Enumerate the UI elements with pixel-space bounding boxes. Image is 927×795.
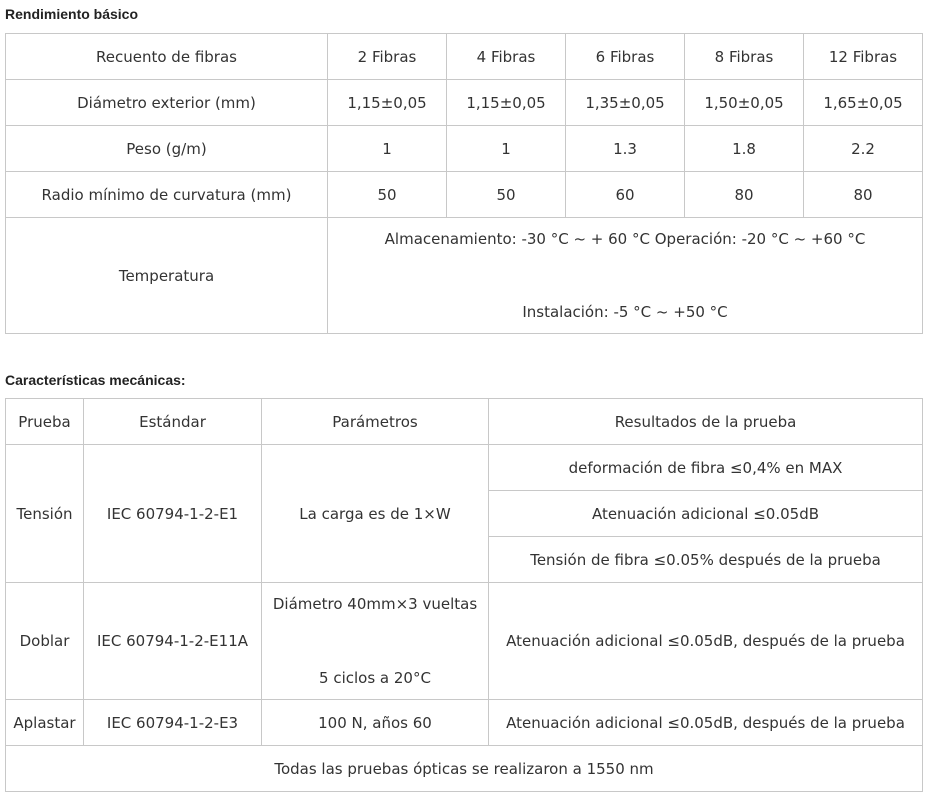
- mechanical-characteristics-title: Características mecánicas:: [5, 372, 186, 388]
- temperature-installation: Instalación: -5 °C ~ +50 °C: [522, 303, 728, 321]
- table-cell: 60: [566, 172, 685, 218]
- mechanical-characteristics-table: [5, 398, 923, 792]
- table-row: [6, 172, 923, 218]
- header-cell: 12 Fibras: [804, 34, 923, 80]
- table-cell: 50: [447, 172, 566, 218]
- table-cell: 80: [804, 172, 923, 218]
- table-row: [6, 445, 923, 491]
- row-label: Diámetro exterior (mm): [6, 80, 328, 126]
- test-name: Tensión: [6, 445, 84, 583]
- table-row: [6, 80, 923, 126]
- test-name: Doblar: [6, 583, 84, 700]
- temperature-storage-operation: Almacenamiento: -30 °C ~ + 60 °C Operación: -20 °C ~ +60 °C: [384, 230, 866, 248]
- temperature-values: [328, 218, 923, 334]
- table-cell: 1.3: [566, 126, 685, 172]
- table-footer-row: [6, 746, 923, 792]
- test-name: Aplastar: [6, 700, 84, 746]
- table-cell: 1,15±0,05: [447, 80, 566, 126]
- table-cell: 1,50±0,05: [685, 80, 804, 126]
- header-cell: Resultados de la prueba: [489, 399, 923, 445]
- table-cell: 1: [447, 126, 566, 172]
- row-label: Peso (g/m): [6, 126, 328, 172]
- table-row: [6, 126, 923, 172]
- table-cell: 80: [685, 172, 804, 218]
- test-result: Atenuación adicional ≤0.05dB: [489, 491, 923, 537]
- test-parameters: 100 N, años 60: [262, 700, 489, 746]
- test-result: Tensión de fibra ≤0.05% después de la prueba: [489, 537, 923, 583]
- header-cell: Prueba: [6, 399, 84, 445]
- table-cell: 1: [328, 126, 447, 172]
- header-cell: 4 Fibras: [447, 34, 566, 80]
- test-standard: IEC 60794-1-2-E1: [84, 445, 262, 583]
- header-cell: Recuento de fibras: [6, 34, 328, 80]
- header-cell: 2 Fibras: [328, 34, 447, 80]
- test-parameters: La carga es de 1×W: [262, 445, 489, 583]
- test-parameters: [262, 583, 489, 700]
- header-cell: 8 Fibras: [685, 34, 804, 80]
- test-result: Atenuación adicional ≤0.05dB, después de la prueba: [489, 583, 923, 700]
- test-standard: IEC 60794-1-2-E11A: [84, 583, 262, 700]
- temperature-row: [6, 218, 923, 334]
- footer-note: Todas las pruebas ópticas se realizaron a 1550 nm: [6, 746, 923, 792]
- table-cell: 1,35±0,05: [566, 80, 685, 126]
- table-header-row: [6, 34, 923, 80]
- parameter-line: Diámetro 40mm×3 vueltas: [272, 595, 478, 613]
- table-cell: 1,15±0,05: [328, 80, 447, 126]
- header-cell: Parámetros: [262, 399, 489, 445]
- test-result: Atenuación adicional ≤0.05dB, después de la prueba: [489, 700, 923, 746]
- table-cell: 2.2: [804, 126, 923, 172]
- table-row: [6, 700, 923, 746]
- basic-performance-table: [5, 33, 923, 334]
- parameter-line: 5 ciclos a 20°C: [319, 669, 431, 687]
- header-cell: Estándar: [84, 399, 262, 445]
- header-cell: 6 Fibras: [566, 34, 685, 80]
- table-row: [6, 583, 923, 700]
- table-cell: 1.8: [685, 126, 804, 172]
- basic-performance-title: Rendimiento básico: [5, 6, 139, 22]
- table-cell: 50: [328, 172, 447, 218]
- row-label: Temperatura: [6, 218, 328, 334]
- test-result: deformación de fibra ≤0,4% en MAX: [489, 445, 923, 491]
- test-standard: IEC 60794-1-2-E3: [84, 700, 262, 746]
- table-header-row: [6, 399, 923, 445]
- table-cell: 1,65±0,05: [804, 80, 923, 126]
- row-label: Radio mínimo de curvatura (mm): [6, 172, 328, 218]
